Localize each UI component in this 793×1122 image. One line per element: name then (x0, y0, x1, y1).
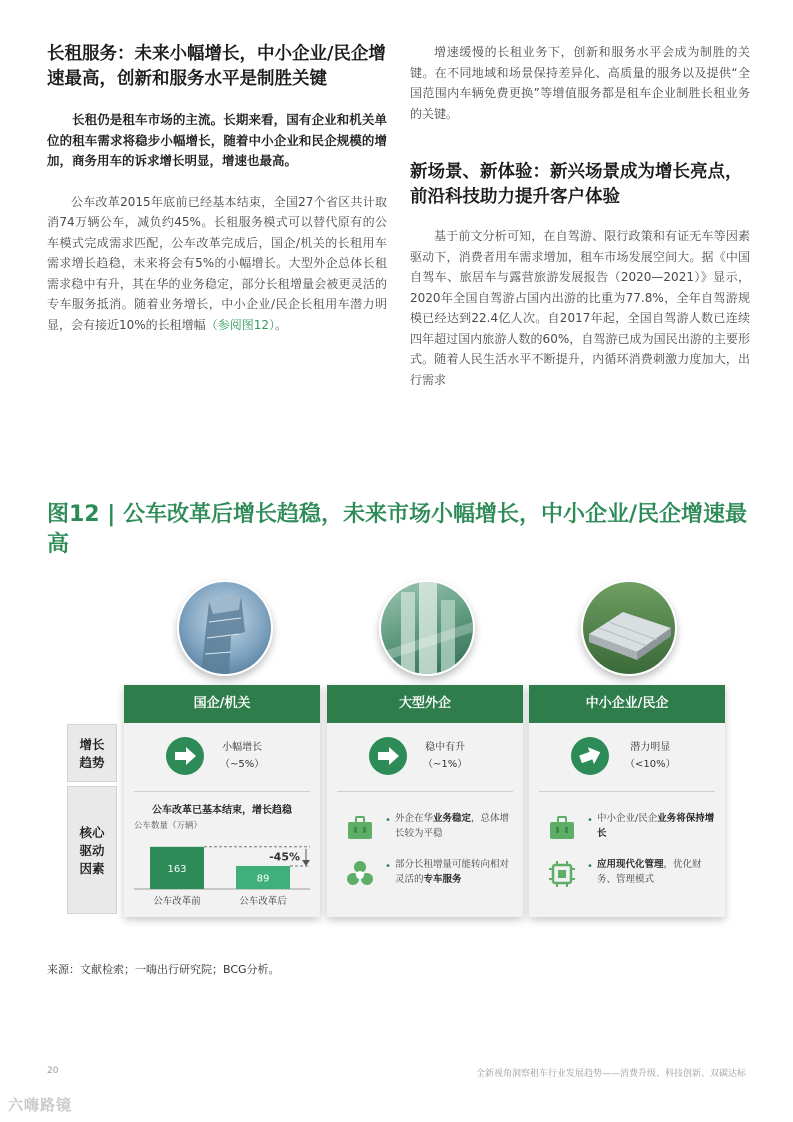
chart-category-label: 公车改革前 (153, 896, 201, 907)
watermark-logo: 六嗨路镜 (8, 1096, 73, 1114)
driver-item (547, 857, 719, 891)
trend-percentage: （~1%） (423, 759, 468, 770)
driver-text-post: ，优化财务、管理模式 (597, 859, 702, 885)
divider (539, 791, 715, 792)
driver-text-bold: 专车服务 (423, 874, 462, 885)
trend-label: 潜力明显 (630, 742, 671, 753)
body-paragraph (47, 192, 387, 336)
driver-text (395, 857, 517, 887)
driver-text-bold: 业务将保持增长 (597, 813, 715, 839)
briefcase-icon (547, 813, 577, 843)
driver-text-pre: 外企在华 (395, 813, 434, 824)
chart-data-label: 89 (256, 873, 270, 885)
mini-chart-unit: 公车数量（万辆） (134, 821, 203, 831)
driver-text-post: ，总体增长较为平稳 (395, 813, 510, 839)
factory-aerial-icon (583, 582, 675, 674)
arrow-right-icon (369, 737, 407, 775)
divider (337, 791, 513, 792)
driver-text-pre: 部分长租增量可能转向相对灵活的 (395, 859, 510, 885)
body-text: 公车改革2015年底前已经基本结束，全国27个省区共计取消74万辆公车，减负约45%。长租服务模式可以替代原有的公车模式完成需求匹配，公车改革完成后，国企/机关的长租用车需求增长趋稳，未来将会有5%的小幅增长。大型外企总体长租需求稳中有升，其在华的业务稳定，部分长租增量会被更灵活的专车服务抵消。随着业务增长，中小企业/民企长租用车潜力明显，会有接近10%的长租增幅 (47, 194, 387, 332)
figure-title: 图12 | 公车改革后增长趋稳，未来市场小幅增长，中小企业/民企增速最高 (47, 502, 748, 557)
panel-header: 中小企业/民企 (529, 685, 725, 723)
bullet-dot: • (385, 815, 391, 826)
driver-text (395, 811, 517, 841)
chart-data-label: 163 (167, 863, 187, 875)
panel-state-owned (124, 685, 320, 917)
cctv-tower-icon (179, 582, 271, 674)
trend-row (124, 729, 320, 785)
panel-header: 国企/机关 (124, 685, 320, 723)
right-paragraph-1: 增速缓慢的长租业务下，创新和服务水平会成为制胜的关键。在不同地域和场景保持差异化、高质量的服务以及提供“全国范围内车辆免费更换”等增值服务都是租车企业制胜长租业务的关键。 (410, 45, 750, 121)
driver-text (597, 857, 719, 887)
divider (134, 791, 310, 792)
arrow-right-icon (166, 737, 204, 775)
trend-label: 稳中有升 (425, 742, 466, 753)
section-heading-new-scenes: 新场景、新体验：新兴场景成为增长亮点，前沿科技助力提升客户体验 (410, 162, 743, 207)
mini-chart-title: 公车改革已基本结束，增长趋稳 (152, 805, 292, 816)
panel-foreign-enterprise (327, 685, 523, 917)
trend-percentage: （<10%） (625, 759, 676, 770)
mini-bar-chart (124, 833, 320, 917)
driver-item (345, 811, 517, 845)
trend-label: 小幅增长 (222, 742, 263, 753)
driver-text-bold: 应用现代化管理 (597, 859, 664, 870)
body-end: 。 (274, 317, 287, 332)
driver-item (345, 857, 517, 891)
driver-text (597, 811, 719, 841)
arrow-up-right-icon (571, 737, 609, 775)
bullet-dot: • (587, 861, 593, 872)
building-photo-sme (581, 580, 677, 676)
section-heading-long-term: 长租服务：未来小幅增长，中小企业/民企增速最高，创新和服务水平是制胜关键 (47, 44, 386, 89)
figure-reference-link[interactable]: （参阅图12） (205, 317, 275, 332)
chip-icon (547, 859, 577, 889)
page-number: 20 (47, 1066, 59, 1076)
row-label-trend: 增长 趋势 (67, 724, 117, 782)
building-photo-foreign (379, 580, 475, 676)
bullet-dot: • (385, 861, 391, 872)
briefcase-icon (345, 813, 375, 843)
trend-text (220, 739, 264, 773)
building-photo-state (177, 580, 273, 676)
right-column (410, 42, 750, 390)
trend-text (423, 739, 467, 773)
lead-paragraph: 长租仍是租车市场的主流。长期来看，国有企业和机关单位的租车需求将稳步小幅增长，随着中小企业和民企规模的增加，商务用车的诉求增长明显，增速也最高。 (47, 112, 387, 168)
chart-change-annotation: -45% (269, 850, 300, 864)
cycle-icon (345, 859, 375, 889)
trend-row (529, 729, 725, 785)
driver-text-bold: 业务稳定 (433, 813, 472, 824)
trend-row (327, 729, 523, 785)
driver-item (547, 811, 719, 845)
panel-header: 大型外企 (327, 685, 523, 723)
left-column (47, 42, 387, 335)
bullet-dot: • (587, 815, 593, 826)
panel-sme-private (529, 685, 725, 917)
trend-text (625, 739, 676, 773)
right-paragraph-2: 基于前文分析可知，在自驾游、限行政策和有证无车等因素驱动下，消费者用车需求增加，租车市场发展空间大。据《中国自驾车、旅居车与露营旅游发展报告（2020—2021）》显示，2020年全国自驾游占国内出游的比重为77.8%，全年自驾游规模已经达到22.4亿人次。自2017年起，全国自驾游人数已连续四年超过国内旅游人数的60%，自驾游已成为国民出游的主要形式。随着人民生活水平不断提升，内循环消费刺激力度加大，出行需求 (410, 229, 750, 387)
footer-title: 全新视角洞察租车行业发展趋势——消费升级、科技创新、双碳达标 (475, 1069, 746, 1079)
figure-source: 来源：文献检索；一嗨出行研究院；BCG分析。 (47, 963, 280, 976)
chart-change-arrowhead (302, 860, 310, 866)
row-label-drivers: 核心 驱动 因素 (67, 786, 117, 914)
skyscraper-icon (381, 582, 473, 674)
trend-percentage: （~5%） (220, 759, 265, 770)
chart-category-label: 公车改革后 (239, 896, 287, 907)
driver-text-pre: 中小企业/民企 (597, 813, 658, 824)
